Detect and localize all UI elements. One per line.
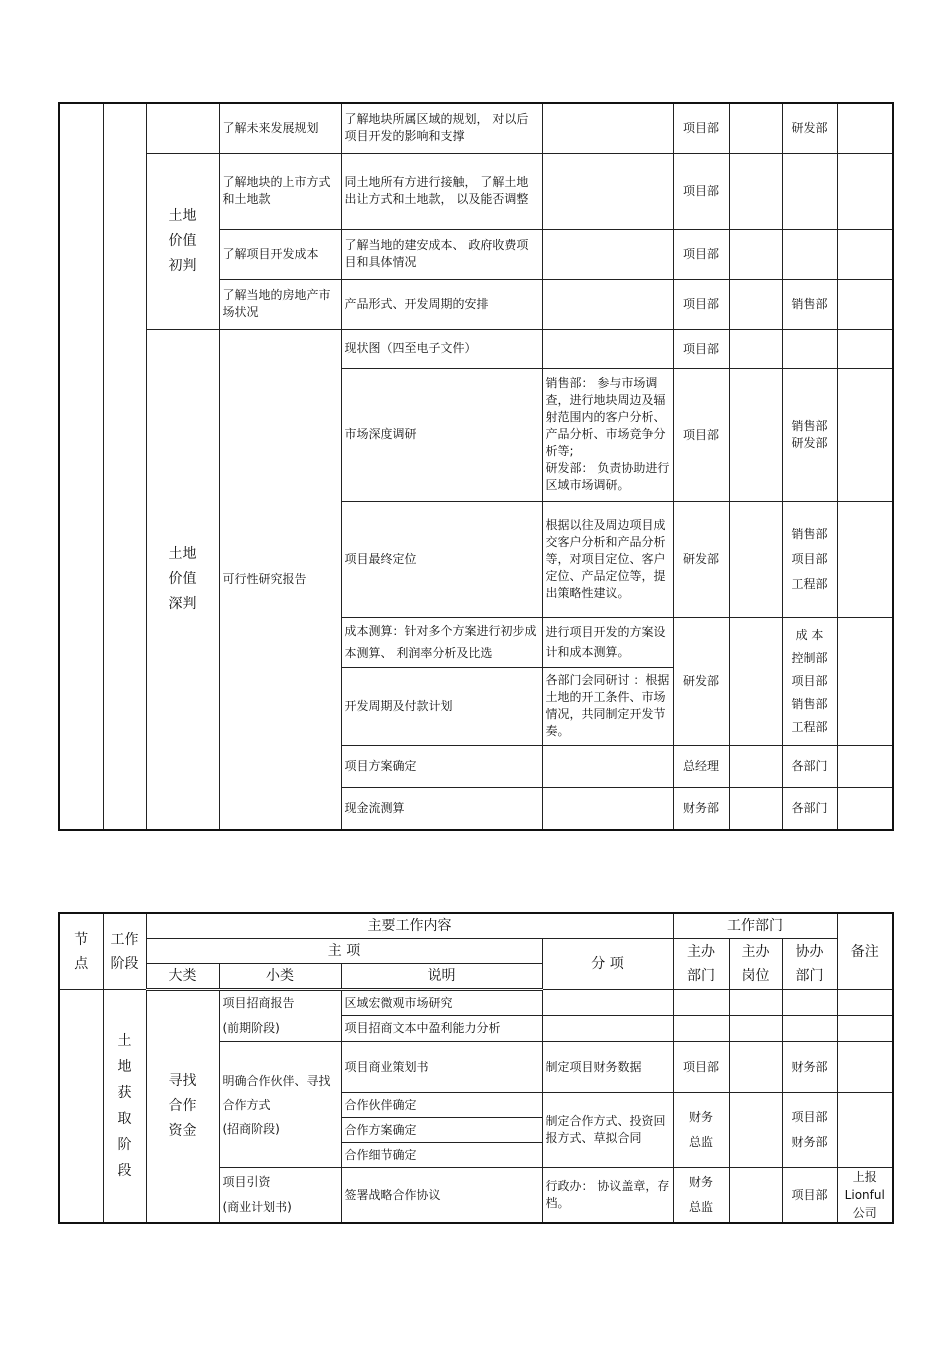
description-cell: 市场深度调研	[341, 368, 542, 501]
lead-dept-cell: 项目部	[673, 103, 729, 153]
assist-dept-cell: 各部门	[782, 787, 837, 830]
remark-cell	[837, 1042, 893, 1093]
lead-post-cell	[729, 1042, 782, 1093]
sub-item-cell: 各部门会同研讨 ：根据土地的开工条件、市场情况，共同制定开发节奏。	[542, 667, 673, 745]
remark-cell: 上报 Lionful 公司	[837, 1168, 893, 1224]
sub-item-cell	[542, 745, 673, 787]
header-node: 节 点	[59, 913, 103, 990]
subcategory-cell: 了解未来发展规划	[219, 103, 341, 153]
remark-cell	[837, 368, 893, 501]
description-cell: 合作方案确定	[341, 1118, 542, 1143]
sub-item-cell	[542, 103, 673, 153]
header-sub-item: 分 项	[542, 939, 673, 990]
land-acquisition-table	[58, 912, 894, 1224]
lead-post-cell	[729, 501, 782, 617]
subcategory-cell: 明确合作伙伴、寻找合作方式 (招商阶段)	[219, 1042, 341, 1168]
remark-cell	[837, 279, 893, 329]
subcategory-cell: 可行性研究报告	[219, 329, 341, 830]
lead-post-cell	[729, 329, 782, 368]
lead-dept-cell: 项目部	[673, 329, 729, 368]
description-cell: 合作伙伴确定	[341, 1093, 542, 1118]
header-category: 大类	[146, 964, 219, 990]
description-cell: 项目方案确定	[341, 745, 542, 787]
sub-item-cell	[542, 990, 673, 1016]
remark-cell	[837, 745, 893, 787]
remark-cell	[837, 1093, 893, 1168]
sub-item-cell	[542, 787, 673, 830]
lead-dept-cell: 项目部	[673, 153, 729, 229]
lead-dept-cell: 研发部	[673, 501, 729, 617]
lead-dept-cell: 项目部	[673, 279, 729, 329]
subcategory-cell: 项目引资 (商业计划书)	[219, 1168, 341, 1224]
description-cell: 合作细节确定	[341, 1143, 542, 1168]
stage-cell	[103, 103, 146, 830]
header-remark: 备注	[837, 913, 893, 990]
category-cell: 寻找 合作 资金	[146, 990, 219, 1224]
lead-post-cell	[729, 745, 782, 787]
lead-dept-cell: 总经理	[673, 745, 729, 787]
remark-cell	[837, 1016, 893, 1042]
lead-dept-cell: 项目部	[673, 229, 729, 279]
node-cell	[59, 990, 103, 1224]
description-cell: 成本测算：针对多个方案进行初步成本测算、 利润率分析及比选	[341, 617, 542, 667]
sub-item-cell	[542, 329, 673, 368]
header-main-item: 主 项	[146, 939, 542, 964]
description-cell: 现金流测算	[341, 787, 542, 830]
lead-dept-cell: 研发部	[673, 617, 729, 745]
description-cell: 现状图（四至电子文件）	[341, 329, 542, 368]
workflow-table-continued	[58, 102, 894, 831]
category-cell: 土地 价值 深判	[146, 329, 219, 830]
lead-dept-cell: 项目部	[673, 1042, 729, 1093]
stage-cell: 土 地 获 取 阶 段	[103, 990, 146, 1224]
assist-dept-cell: 销售部 项目部 工程部	[782, 501, 837, 617]
lead-post-cell	[729, 990, 782, 1016]
assist-dept-cell: 研发部	[782, 103, 837, 153]
lead-post-cell	[729, 229, 782, 279]
remark-cell	[837, 990, 893, 1016]
remark-cell	[837, 787, 893, 830]
category-cell: 土地 价值 初判	[146, 153, 219, 329]
lead-post-cell	[729, 368, 782, 501]
description-cell: 项目商业策划书	[341, 1042, 542, 1093]
sub-item-cell: 行政办： 协议盖章，存档。	[542, 1168, 673, 1224]
subcategory-cell: 了解地块的上市方式和土地款	[219, 153, 341, 229]
lead-post-cell	[729, 1093, 782, 1168]
assist-dept-cell: 销售部	[782, 279, 837, 329]
description-cell: 区域宏微观市场研究	[341, 990, 542, 1016]
subcategory-cell: 了解项目开发成本	[219, 229, 341, 279]
remark-cell	[837, 103, 893, 153]
sub-item-cell: 制定项目财务数据	[542, 1042, 673, 1093]
category-cell	[146, 103, 219, 153]
assist-dept-cell: 销售部 研发部	[782, 368, 837, 501]
lead-post-cell	[729, 279, 782, 329]
assist-dept-cell: 财务部	[782, 1042, 837, 1093]
remark-cell	[837, 153, 893, 229]
header-description: 说明	[341, 964, 542, 990]
lead-post-cell	[729, 153, 782, 229]
sub-item-cell	[542, 229, 673, 279]
sub-item-cell: 进行项目开发的方案设计和成本测算。	[542, 617, 673, 667]
header-dept: 工作部门	[673, 913, 837, 939]
remark-cell	[837, 329, 893, 368]
sub-item-cell	[542, 153, 673, 229]
remark-cell	[837, 501, 893, 617]
lead-post-cell	[729, 1016, 782, 1042]
sub-item-cell: 根据以往及周边项目成交客户分析和产品分析等，对项目定位、客户定位、产品定位等，提出策略性建议。	[542, 501, 673, 617]
description-cell: 了解地块所属区域的规划， 对以后项目开发的影响和支撑	[341, 103, 542, 153]
assist-dept-cell: 项目部 财务部	[782, 1093, 837, 1168]
description-cell: 签署战略合作协议	[341, 1168, 542, 1224]
sub-item-cell	[542, 1016, 673, 1042]
header-main-content: 主要工作内容	[146, 913, 673, 939]
remark-cell	[837, 617, 893, 745]
assist-dept-cell: 各部门	[782, 745, 837, 787]
subcategory-cell: 项目招商报告 (前期阶段)	[219, 990, 341, 1042]
description-cell: 产品形式、开发周期的安排	[341, 279, 542, 329]
assist-dept-cell	[782, 153, 837, 229]
lead-dept-cell: 财务部	[673, 787, 729, 830]
lead-dept-cell	[673, 990, 729, 1016]
description-cell: 项目招商文本中盈利能力分析	[341, 1016, 542, 1042]
remark-cell	[837, 229, 893, 279]
description-cell: 项目最终定位	[341, 501, 542, 617]
lead-dept-cell	[673, 1016, 729, 1042]
description-cell: 了解当地的建安成本、 政府收费项目和具体情况	[341, 229, 542, 279]
lead-dept-cell: 财务 总监	[673, 1093, 729, 1168]
assist-dept-cell: 成 本 控制部 项目部 销售部 工程部	[782, 617, 837, 745]
lead-post-cell	[729, 103, 782, 153]
description-cell: 开发周期及付款计划	[341, 667, 542, 745]
assist-dept-cell: 项目部	[782, 1168, 837, 1224]
description-cell: 同土地所有方进行接触， 了解土地出让方式和土地款， 以及能否调整	[341, 153, 542, 229]
header-lead-dept: 主办 部门	[673, 939, 729, 990]
subcategory-cell: 了解当地的房地产市场状况	[219, 279, 341, 329]
sub-item-cell: 制定合作方式、投资回报方式、草拟合同	[542, 1093, 673, 1168]
header-assist-dept: 协办 部门	[782, 939, 837, 990]
sub-item-cell: 销售部： 参与市场调查，进行地块周边及辐射范围内的客户分析、产品分析、市场竞争分析等; 研发部： 负责协助进行区域市场调研。	[542, 368, 673, 501]
lead-dept-cell: 项目部	[673, 368, 729, 501]
assist-dept-cell	[782, 990, 837, 1016]
assist-dept-cell	[782, 229, 837, 279]
lead-post-cell	[729, 617, 782, 745]
lead-dept-cell: 财务 总监	[673, 1168, 729, 1224]
lead-post-cell	[729, 787, 782, 830]
assist-dept-cell	[782, 329, 837, 368]
assist-dept-cell	[782, 1016, 837, 1042]
header-stage: 工作 阶段	[103, 913, 146, 990]
sub-item-cell	[542, 279, 673, 329]
node-cell	[59, 103, 103, 830]
lead-post-cell	[729, 1168, 782, 1224]
header-lead-post: 主办 岗位	[729, 939, 782, 990]
header-subcategory: 小类	[219, 964, 341, 990]
